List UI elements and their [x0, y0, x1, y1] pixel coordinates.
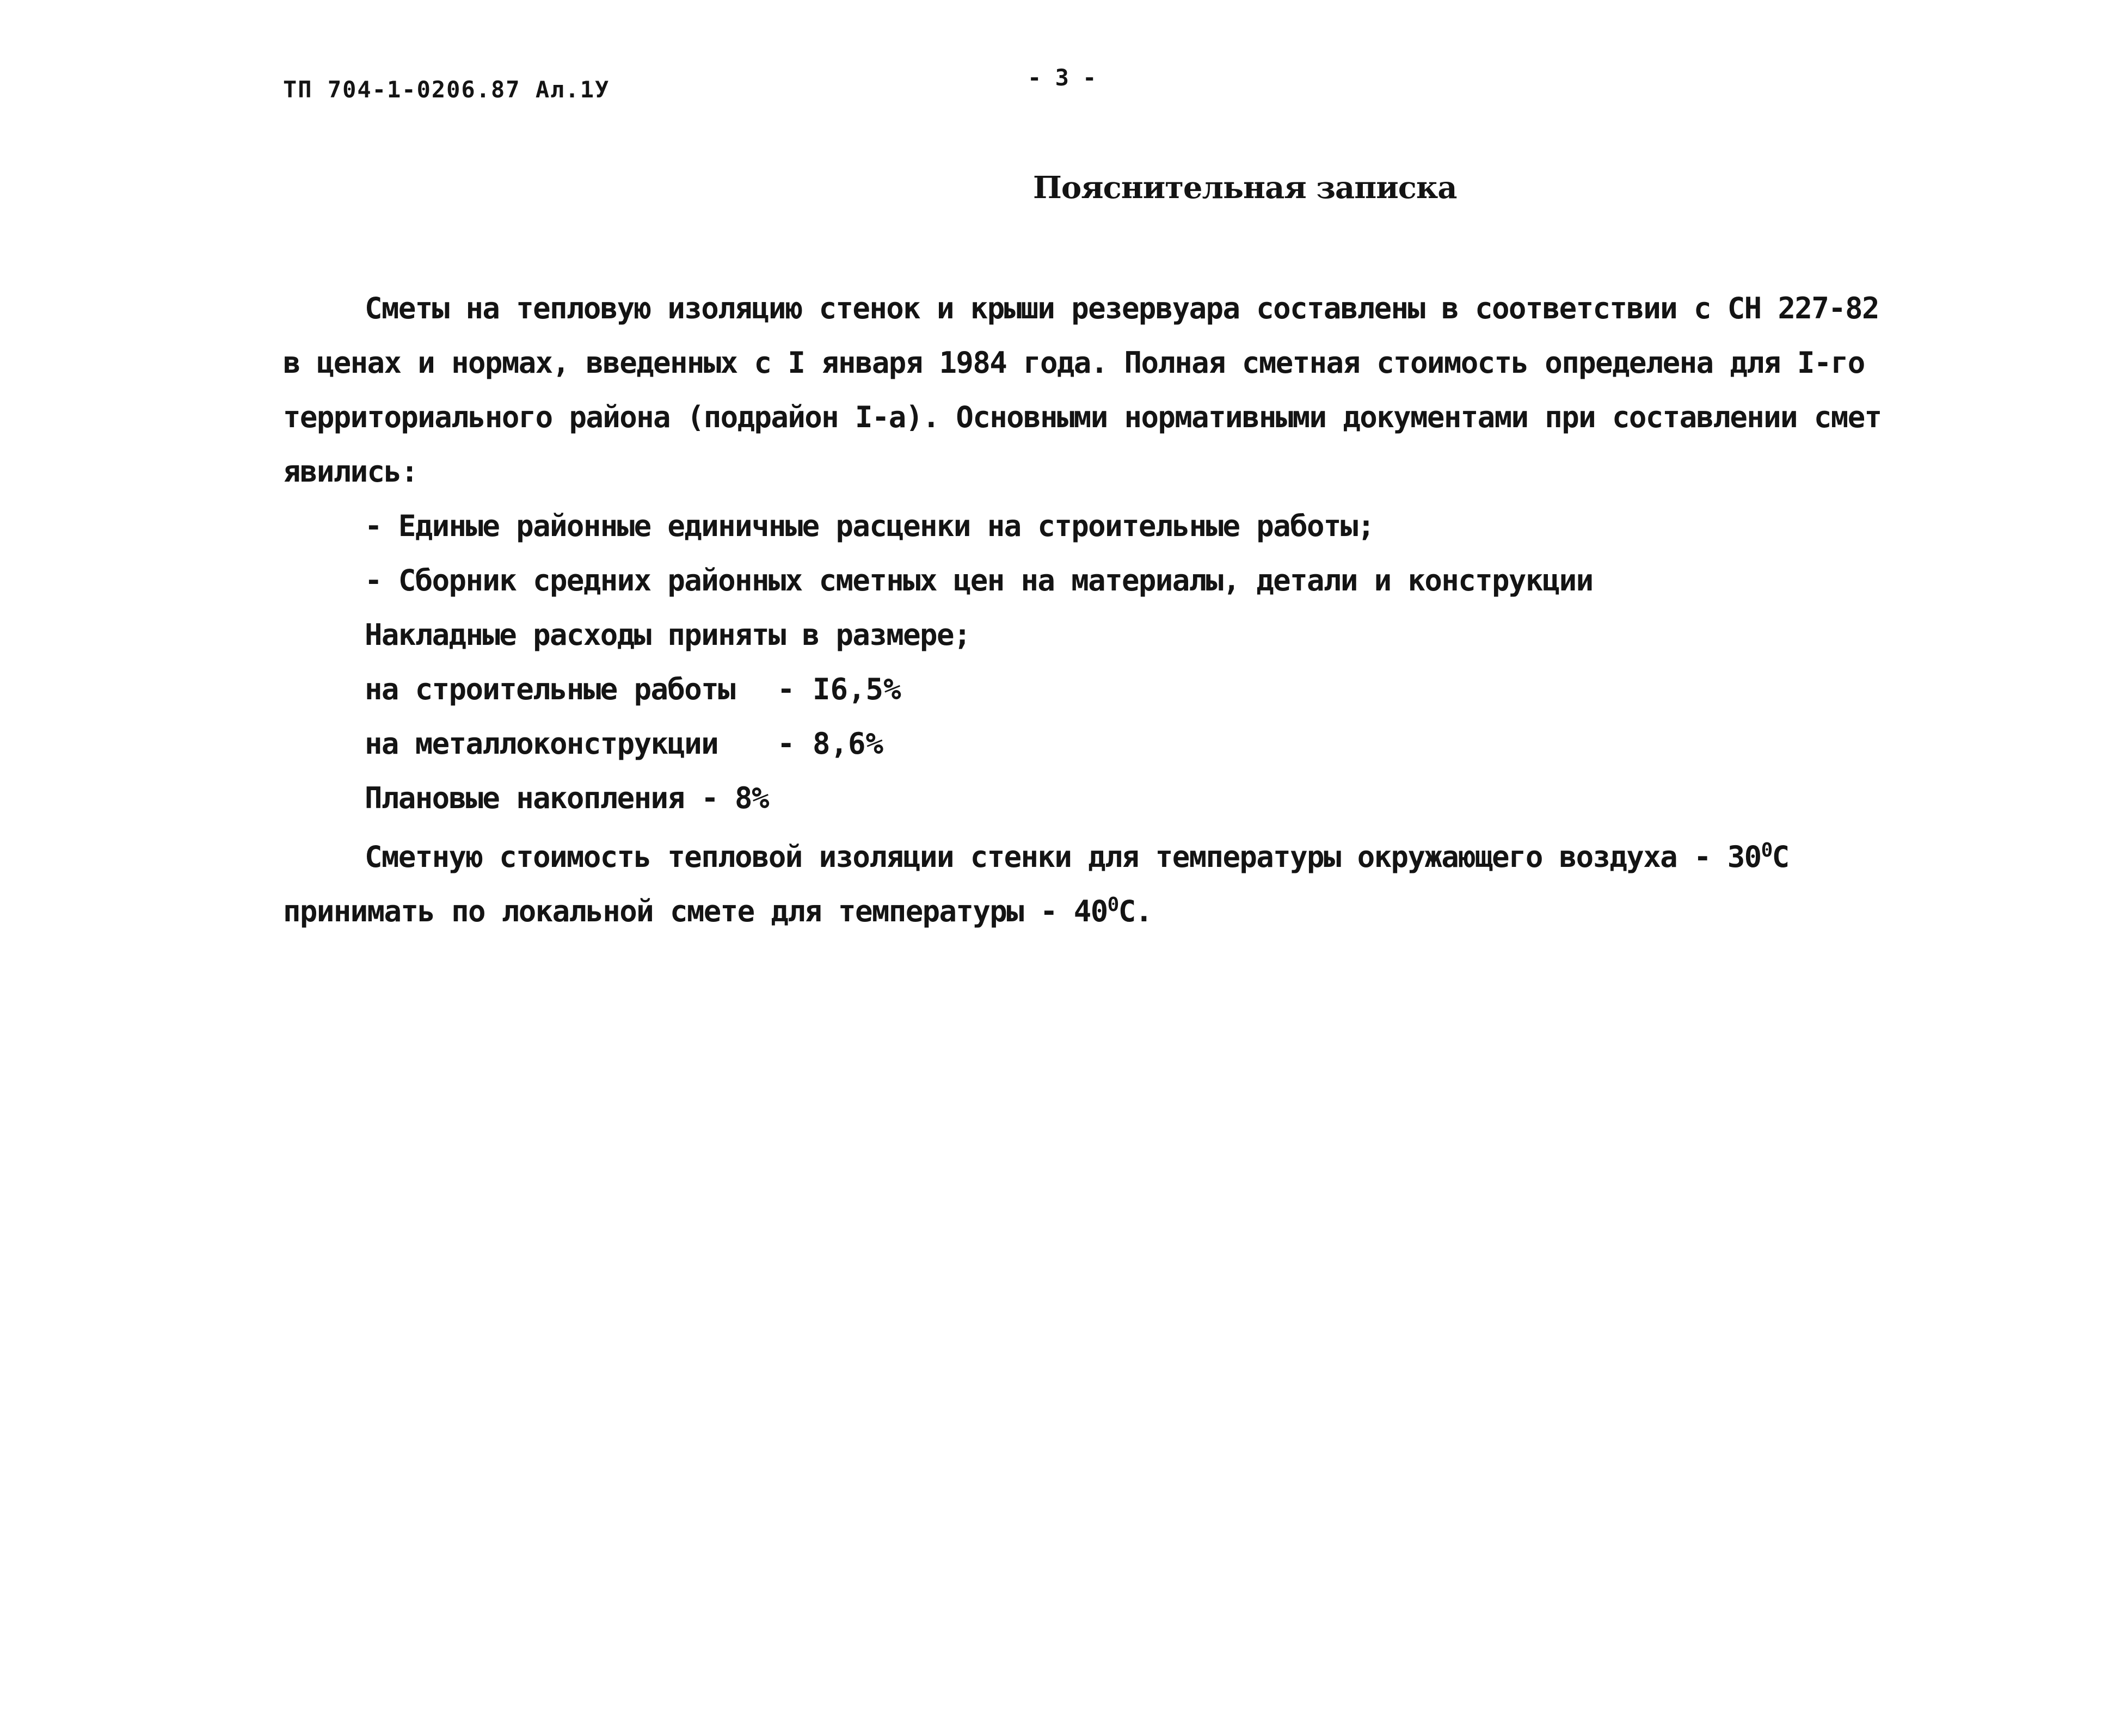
paragraph2-line2-text: принимать по локальной смете для температуры - 40: [283, 894, 1108, 928]
document-code: ТП 704-1-0206.87 Ал.1У: [283, 76, 610, 103]
planned-savings: Плановые накопления - 8%: [365, 781, 769, 815]
paragraph2-line1: [365, 840, 1789, 874]
list-item-2: - Сборник средних районных сметных цен на материалы, детали и конструкции: [365, 563, 1593, 598]
overhead-metal-value: - 8,6%: [777, 727, 884, 761]
list-item-1: - Единые районные единичные расценки на строительные работы;: [365, 509, 1374, 543]
paragraph2-line1-end: С: [1772, 840, 1789, 874]
paragraph1-line3: территориального района (подрайон I-а). Основными нормативными документами при составлении смет: [283, 400, 1882, 434]
paragraph2-line2: [283, 894, 1152, 928]
overhead-heading: Накладные расходы приняты в размере;: [365, 618, 970, 652]
paragraph1-line1: Сметы на тепловую изоляцию стенок и крыши резервуара составлены в соответствии с СН 227-82: [365, 291, 1879, 325]
paragraph1-line2: в ценах и нормах, введенных с I января 1984 года. Полная сметная стоимость определена для I-го: [283, 346, 1865, 380]
page-title: Пояснительная записка: [1033, 170, 1457, 206]
paragraph2-line1-degree: 0: [1761, 839, 1772, 861]
paragraph1-line4: явились:: [283, 454, 418, 489]
page-number: - 3 -: [1028, 64, 1097, 91]
paragraph2-line1-text: Сметную стоимость тепловой изоляции стенки для температуры окружающего воздуха - 30: [365, 840, 1761, 874]
paragraph2-line2-degree: 0: [1107, 894, 1118, 916]
paragraph2-line2-end: С.: [1118, 894, 1152, 928]
overhead-construction-label: на строительные работы: [365, 672, 735, 706]
overhead-construction-value: - I6,5%: [777, 672, 901, 706]
overhead-metal-label: на металлоконструкции: [365, 727, 718, 761]
